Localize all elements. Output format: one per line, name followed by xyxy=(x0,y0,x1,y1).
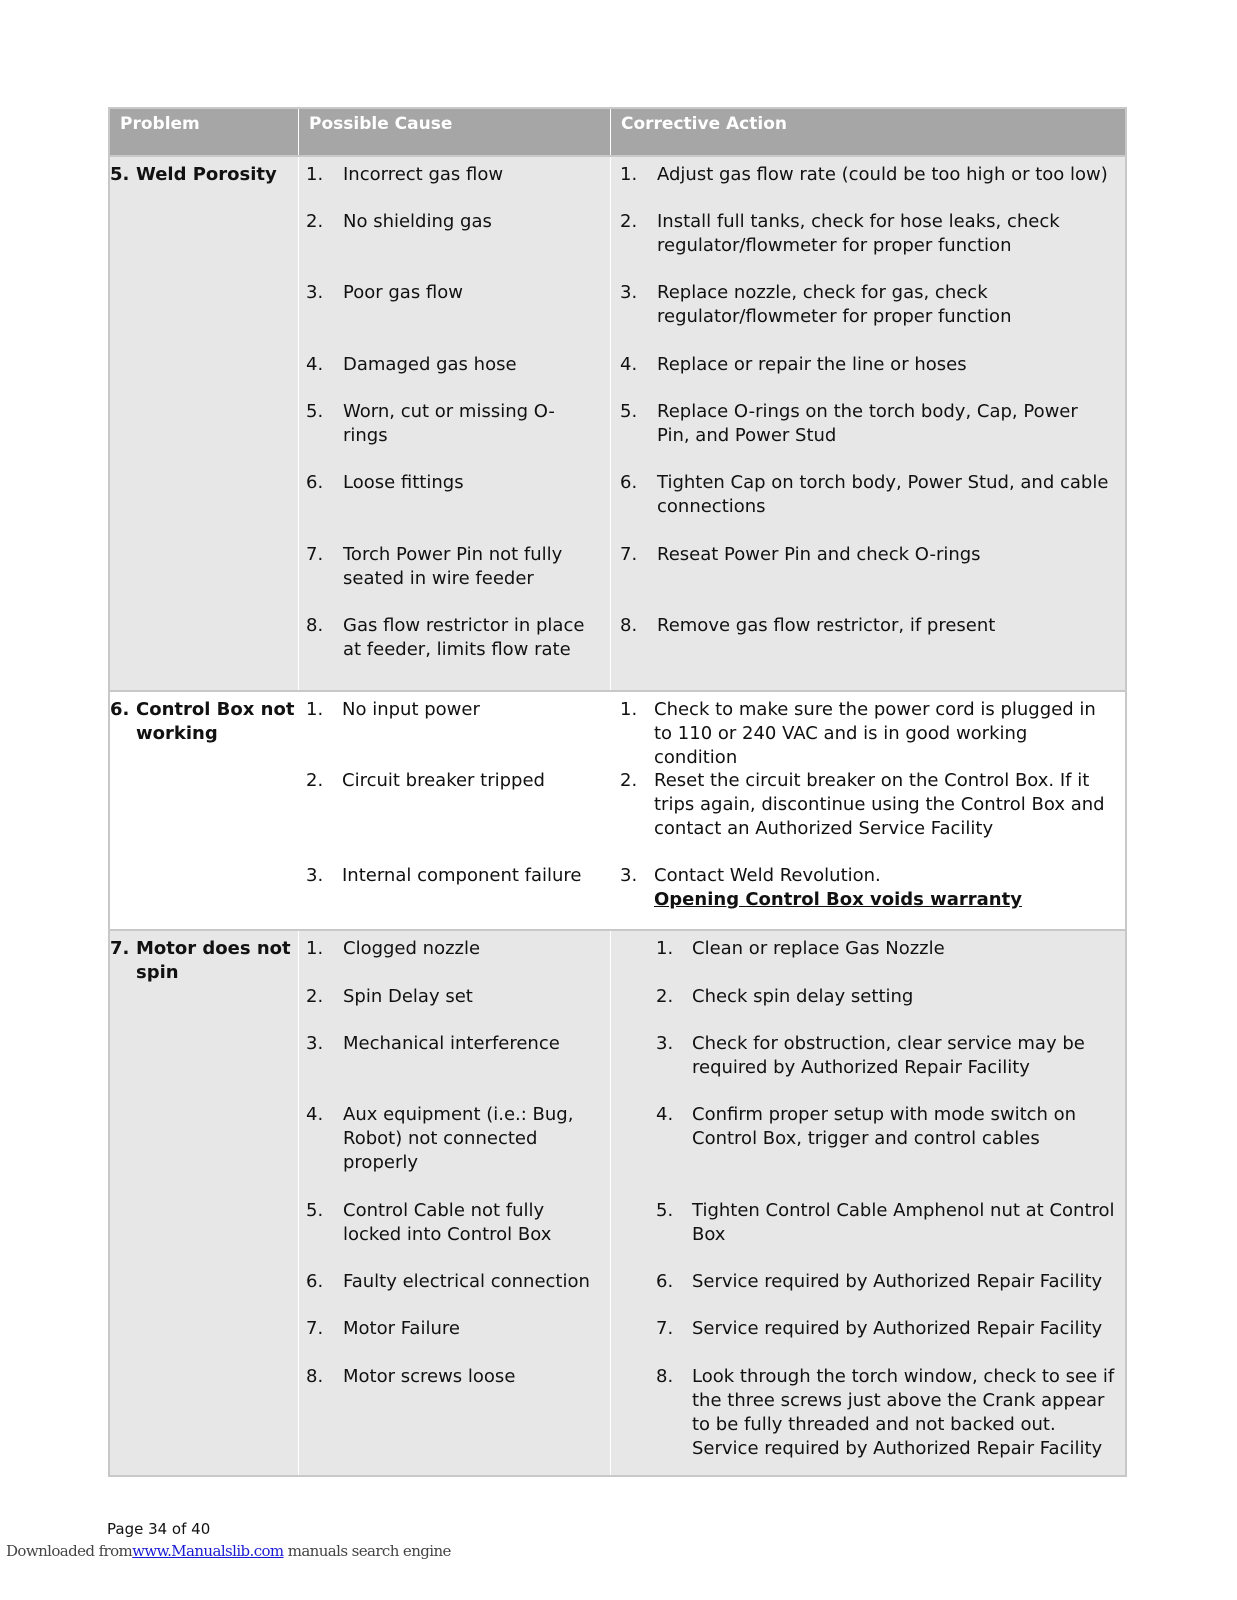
item-text: Gas flow restrictor in place at feeder, limits flow rate xyxy=(343,615,585,660)
item-text: Clogged nozzle xyxy=(343,938,481,959)
item-text: Control Cable not fully locked into Control Box xyxy=(343,1200,552,1245)
item-number: 3. xyxy=(306,1033,324,1054)
item-text: Replace nozzle, check for gas, check regulator/flowmeter for proper function xyxy=(657,282,1012,327)
item-text: Clean or replace Gas Nozzle xyxy=(692,938,945,959)
item-text: Faulty electrical connection xyxy=(343,1271,590,1292)
item-number: 8. xyxy=(306,615,324,636)
item-number: 7. xyxy=(656,1318,674,1339)
item-number: 2. xyxy=(620,770,638,791)
item-text: Motor screws loose xyxy=(343,1366,516,1387)
item-number: 7. xyxy=(306,1318,324,1339)
warranty-warning: Opening Control Box voids warranty xyxy=(654,889,1022,910)
item-text: Check to make sure the power cord is plugged in to 110 or 240 VAC and is in good working condition xyxy=(654,699,1096,768)
item-text: Install full tanks, check for hose leaks, check regulator/flowmeter for proper function xyxy=(657,211,1060,256)
item-text: Aux equipment (i.e.: Bug, Robot) not connected properly xyxy=(343,1104,574,1173)
header-problem: Problem xyxy=(120,114,200,134)
item-text: Tighten Control Cable Amphenol nut at Control Box xyxy=(692,1200,1115,1245)
item-number: 4. xyxy=(656,1104,674,1125)
item-number: 5. xyxy=(656,1200,674,1221)
item-number: 2. xyxy=(656,986,674,1007)
item-number: 1. xyxy=(620,699,638,720)
item-text: Replace O-rings on the torch body, Cap, Power Pin, and Power Stud xyxy=(657,401,1078,446)
item-text: No input power xyxy=(342,699,480,720)
download-prefix: Downloaded from xyxy=(6,1542,133,1560)
item-number: 6. xyxy=(306,1271,324,1292)
item-number: 7. xyxy=(306,544,324,565)
item-text: Spin Delay set xyxy=(343,986,473,1007)
problem-number: 7. xyxy=(110,938,130,959)
item-text: Reseat Power Pin and check O-rings xyxy=(657,544,981,565)
item-number: 1. xyxy=(306,938,324,959)
item-text: Poor gas flow xyxy=(343,282,463,303)
item-number: 3. xyxy=(656,1033,674,1054)
item-number: 5. xyxy=(306,401,324,422)
item-number: 3. xyxy=(620,282,638,303)
header-corrective-action: Corrective Action xyxy=(610,109,1125,155)
item-number: 8. xyxy=(306,1366,324,1387)
item-number: 2. xyxy=(620,211,638,232)
item-number: 3. xyxy=(620,865,638,886)
item-text: Remove gas flow restrictor, if present xyxy=(657,615,996,636)
item-text: Contact Weld Revolution. xyxy=(654,865,881,886)
item-text: Service required by Authorized Repair Facility xyxy=(692,1271,1103,1292)
item-number: 5. xyxy=(620,401,638,422)
item-number: 2. xyxy=(306,986,324,1007)
download-credit xyxy=(6,1542,451,1560)
problem-group-control-box xyxy=(110,690,1125,929)
item-number: 4. xyxy=(306,1104,324,1125)
problem-number: 5. xyxy=(110,164,130,185)
header-possible-cause: Possible Cause xyxy=(298,109,610,155)
item-number: 3. xyxy=(306,282,324,303)
item-number: 8. xyxy=(620,615,638,636)
troubleshooting-table xyxy=(108,107,1127,1477)
item-number: 6. xyxy=(656,1271,674,1292)
problem-group-motor xyxy=(110,929,1125,1475)
item-text: Motor Failure xyxy=(343,1318,460,1339)
item-text: Confirm proper setup with mode switch on Control Box, trigger and control cables xyxy=(692,1104,1077,1149)
item-number: 1. xyxy=(306,164,324,185)
item-text: Loose fittings xyxy=(343,472,464,493)
item-text: Replace or repair the line or hoses xyxy=(657,354,967,375)
item-number: 4. xyxy=(306,354,324,375)
item-number: 2. xyxy=(306,211,324,232)
problem-label: Control Box not working xyxy=(136,699,295,744)
item-number: 4. xyxy=(620,354,638,375)
item-text: Torch Power Pin not fully seated in wire feeder xyxy=(343,544,563,589)
item-number: 3. xyxy=(306,865,324,886)
item-text: Worn, cut or missing O-rings xyxy=(343,401,555,446)
item-text: Circuit breaker tripped xyxy=(342,770,545,791)
item-text: Tighten Cap on torch body, Power Stud, and cable connections xyxy=(657,472,1109,517)
item-text: Adjust gas flow rate (could be too high or too low) xyxy=(657,164,1108,185)
item-text: Mechanical interference xyxy=(343,1033,560,1054)
download-suffix: manuals search engine xyxy=(283,1542,451,1560)
item-number: 7. xyxy=(620,544,638,565)
table-header xyxy=(110,109,1125,157)
item-text: Look through the torch window, check to see if the three screws just above the Crank appear to be fully threaded and not backed out. Service required by Authorized Repair Facility xyxy=(692,1366,1115,1459)
item-text: Check spin delay setting xyxy=(692,986,914,1007)
item-number: 2. xyxy=(306,770,324,791)
problem-label: Motor does not spin xyxy=(136,938,291,983)
item-text: Check for obstruction, clear service may be required by Authorized Repair Facility xyxy=(692,1033,1085,1078)
problem-label: Weld Porosity xyxy=(136,164,277,185)
item-text: Damaged gas hose xyxy=(343,354,517,375)
item-number: 1. xyxy=(656,938,674,959)
item-text: Incorrect gas flow xyxy=(343,164,504,185)
item-text: Service required by Authorized Repair Facility xyxy=(692,1318,1103,1339)
item-text: No shielding gas xyxy=(343,211,492,232)
item-text: Internal component failure xyxy=(342,865,582,886)
problem-number: 6. xyxy=(110,699,130,720)
page-number: Page 34 of 40 xyxy=(107,1520,211,1538)
item-number: 8. xyxy=(656,1366,674,1387)
item-number: 1. xyxy=(306,699,324,720)
item-number: 6. xyxy=(620,472,638,493)
item-number: 1. xyxy=(620,164,638,185)
manualslib-link[interactable]: www.Manualslib.com xyxy=(132,1542,284,1560)
item-number: 5. xyxy=(306,1200,324,1221)
problem-group-weld-porosity xyxy=(110,157,1125,690)
item-text: Reset the circuit breaker on the Control Box. If it trips again, discontinue using the Control Box and contact an Authorized Service Facility xyxy=(654,770,1105,839)
item-number: 6. xyxy=(306,472,324,493)
